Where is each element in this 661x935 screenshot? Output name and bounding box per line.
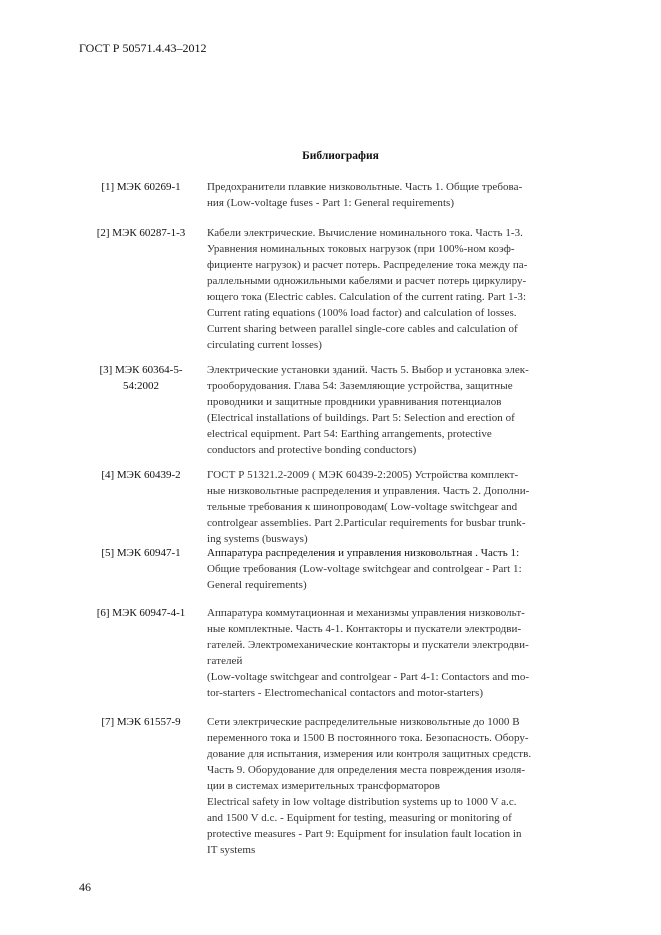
description-line: ния (Low-voltage fuses - Part 1: General requirements) — [207, 197, 455, 209]
description-line: circulating current losses) — [207, 339, 322, 351]
reference-code-line: [6] МЭК 60947-4-1 — [96, 607, 186, 619]
description-line: Сети электрические распределительные низковольтные до 1000 В — [207, 716, 520, 728]
reference-code-line: [3] МЭК 60364-5- — [99, 364, 183, 376]
description-line: гателей — [207, 655, 243, 667]
description-line: controlgear assemblies. Part 2.Particular requirements for busbar trunk- — [207, 517, 526, 529]
description-line: трооборудования. Глава 54: Заземляющие устройства, защитные — [207, 380, 513, 392]
description-line: ции в системах измерительных трансформаторов — [207, 780, 440, 792]
reference-code — [80, 362, 202, 394]
description-line: ные комплектные. Часть 4-1. Контакторы и пускатели электродви- — [207, 623, 522, 635]
description-line: дование для испытания, измерения или контроля защитных средств. — [207, 748, 532, 760]
description-line: conductors and protective bonding conductors) — [207, 444, 417, 456]
description-line: ing systems (busways) — [207, 533, 308, 545]
description-line: Current rating equations (100% load factor) and calculation of losses. — [207, 307, 517, 319]
description-line: Общие требования (Low-voltage switchgear and controlgear - Part 1: — [207, 563, 522, 575]
reference-description — [207, 714, 597, 858]
description-line: Часть 9. Оборудование для определения места повреждения изоля- — [207, 764, 526, 776]
description-line: фициенте нагрузок) и расчет потерь. Распределение тока между па- — [207, 259, 528, 271]
description-line: electrical equipment. Part 54: Earthing arrangements, protective — [207, 428, 492, 440]
description-line: Аппаратура распределения и управления низковольтная . Часть 1: — [207, 547, 520, 559]
description-line: Уравнения номинальных токовых нагрузок (при 100%-ном коэф- — [207, 243, 515, 255]
description-line: (Low-voltage switchgear and controlgear - Part 4-1: Contactors and mo- — [207, 671, 530, 683]
reference-code — [80, 467, 202, 483]
description-line: гателей. Электромеханические контакторы и пускатели электродви- — [207, 639, 529, 651]
description-line: and 1500 V d.c. - Equipment for testing, measuring or monitoring of — [207, 812, 512, 824]
reference-description — [207, 467, 597, 547]
description-line: тельные требования к шинопроводам( Low-voltage switchgear and — [207, 501, 518, 513]
reference-code-line: [5] МЭК 60947-1 — [101, 547, 181, 559]
description-line: General requirements) — [207, 579, 307, 591]
reference-code — [80, 545, 202, 561]
bibliography-title: Библиография — [302, 150, 379, 162]
description-line: Кабели электрические. Вычисление номинального тока. Часть 1-3. — [207, 227, 523, 239]
reference-code-line: 54:2002 — [122, 380, 160, 392]
reference-description — [207, 545, 597, 593]
description-line: раллельными одножильными кабелями и расчет потерь циркулиру- — [207, 275, 527, 287]
description-line: ющего тока (Electric cables. Calculation of the current rating. Part 1-3: — [207, 291, 527, 303]
description-line: Electrical safety in low voltage distribution systems up to 1000 V a.c. — [207, 796, 517, 808]
description-line: переменного тока и 1500 В постоянного тока. Безопасность. Обору- — [207, 732, 529, 744]
description-line: ГОСТ Р 51321.2-2009 ( МЭК 60439-2:2005) Устройства комплект- — [207, 469, 519, 481]
reference-code — [80, 605, 202, 621]
reference-description — [207, 225, 597, 353]
reference-code-line: [2] МЭК 60287-1-3 — [96, 227, 186, 239]
page-number: 46 — [79, 880, 91, 894]
reference-code — [80, 714, 202, 730]
reference-description — [207, 362, 597, 458]
description-line: Электрические установки зданий. Часть 5. Выбор и установка элек- — [207, 364, 529, 376]
reference-description — [207, 605, 597, 701]
description-line: IT systems — [207, 844, 256, 856]
description-line: (Electrical installations of buildings. Part 5: Selection and erection of — [207, 412, 515, 424]
description-line: Аппаратура коммутационная и механизмы управления низковольт- — [207, 607, 525, 619]
description-line: ные низковольтные распределения и управления. Часть 2. Дополни- — [207, 485, 530, 497]
document-standard-header: ГОСТ Р 50571.4.43–2012 — [79, 41, 207, 55]
description-line: проводники и защитные провдники уравнивания потенциалов — [207, 396, 502, 408]
description-line: protective measures - Part 9: Equipment for insulation fault location in — [207, 828, 522, 840]
reference-code-line: [1] МЭК 60269-1 — [101, 181, 181, 193]
reference-code-line: [7] МЭК 61557-9 — [101, 716, 181, 728]
reference-code-line: [4] МЭК 60439-2 — [101, 469, 181, 481]
reference-description — [207, 179, 597, 211]
description-line: Current sharing between parallel single-core cables and calculation of — [207, 323, 518, 335]
description-line: Предохранители плавкие низковольтные. Часть 1. Общие требова- — [207, 181, 523, 193]
reference-code — [80, 225, 202, 241]
reference-code — [80, 179, 202, 195]
description-line: tor-starters - Electromechanical contactors and motor-starters) — [207, 687, 484, 699]
